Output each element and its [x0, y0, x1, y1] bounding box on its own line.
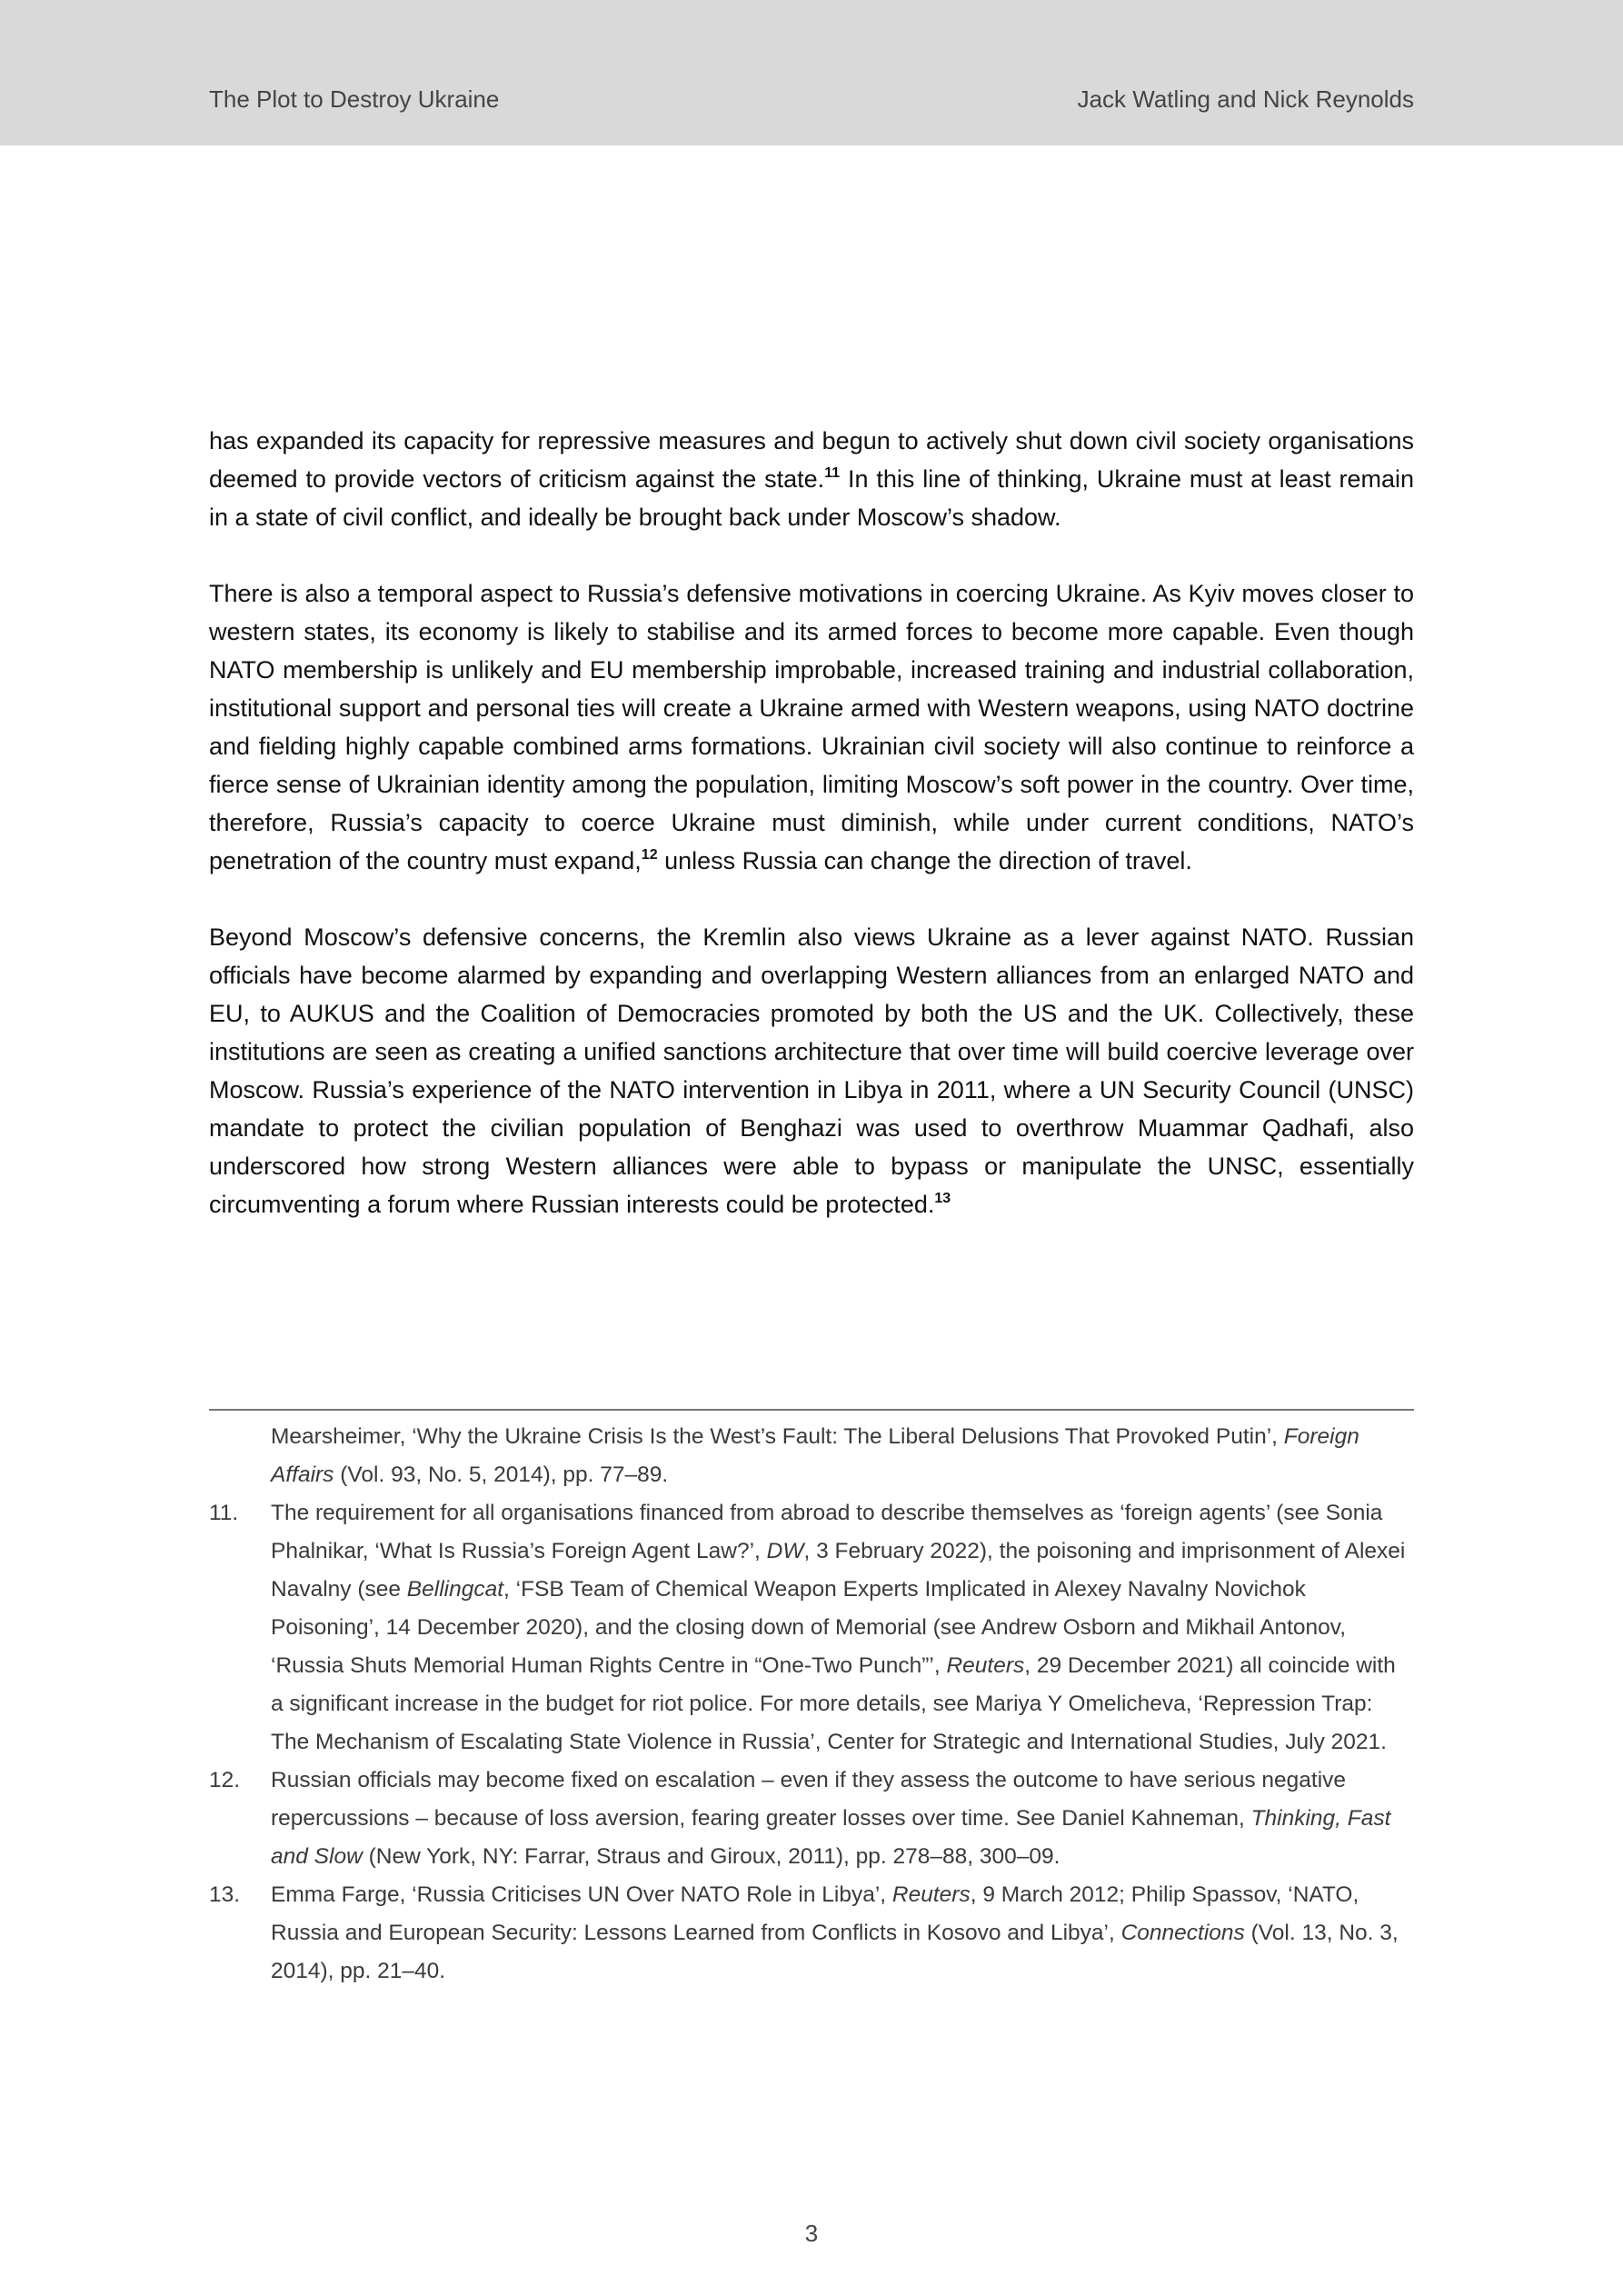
footnote-italic: Bellingcat	[406, 1577, 504, 1602]
footnote-text: (Vol. 13, No. 3, 2014), pp. 21–40.	[271, 1921, 1399, 1983]
page-number: 3	[804, 2220, 819, 2247]
header-document-title: The Plot to Destroy Ukraine	[209, 85, 500, 113]
footnotes	[209, 1418, 1414, 1991]
footnote-11	[209, 1494, 1414, 1762]
header-authors: Jack Watling and Nick Reynolds	[1077, 85, 1414, 113]
footnote-italic: Thinking, Fast and Slow	[271, 1806, 1391, 1869]
footnote-text: The requirement for all organisations financed from abroad to describe themselves as ‘foreign agents’ (see Sonia Phalnikar, ‘What Is Russia’s Foreign Agent Law?’,	[271, 1501, 1383, 1563]
footnote-italic: Connections	[1120, 1921, 1245, 1945]
footnote-number: 13.	[209, 1882, 241, 1907]
paragraph-1	[209, 422, 1414, 536]
footnote-text: (New York, NY: Farrar, Straus and Giroux, 2011), pp. 278–88, 300–09.	[362, 1844, 1060, 1869]
main-text	[209, 422, 1414, 1262]
footnote-13	[209, 1876, 1414, 1991]
footnote-text: (Vol. 93, No. 5, 2014), pp. 77–89.	[334, 1462, 669, 1487]
footnote-ref-11[interactable]: 11	[824, 465, 841, 481]
footnote-italic: Reuters	[946, 1653, 1025, 1678]
footnote-italic: Foreign Affairs	[271, 1424, 1359, 1487]
paragraph-text: Beyond Moscow’s defensive concerns, the Kremlin also views Ukraine as a lever against NATO. Russian officials have become alarmed by expanding and overlapping Western alliances from an enlarged NATO and EU, to AUKUS and the Coalition of Democracies promoted by both the US and the UK. Collectively, these institutions are seen as creating a unified sanctions architecture that over time will build coercive leverage over Moscow. Russia’s experience of the NATO intervention in Libya in 2011, where a UN Security Council (UNSC) mandate to protect the civilian population of Benghazi was used to overthrow Muammar Qadhafi, also underscored how strong Western alliances were able to bypass or manipulate the UNSC, essentially circumventing a forum where Russian interests could be protected.	[209, 923, 1414, 1218]
footnote-10-continuation	[209, 1418, 1414, 1494]
footnote-number: 11.	[209, 1501, 239, 1525]
footnote-separator	[209, 1409, 1414, 1411]
footnote-number: 12.	[209, 1768, 241, 1792]
paragraph-2	[209, 574, 1414, 880]
footnote-text: , ‘FSB Team of Chemical Weapon Experts Implicated in Alexey Navalny Novichok Poisoning’, 14 December 2020), and the closing down of Memorial (see Andrew Osborn and Mikhail Antonov, ‘Russia Shuts Memorial Human Rights Centre in “One-Two Punch”’,	[271, 1577, 1347, 1678]
footnote-text: Mearsheimer, ‘Why the Ukraine Crisis Is the West’s Fault: The Liberal Delusions That Provoked Putin’,	[271, 1424, 1284, 1449]
footnote-text: , 29 December 2021) all coincide with a significant increase in the budget for riot police. For more details, see Mariya Y Omelicheva, ‘Repression Trap: The Mechanism of Escalating State Violence in Russia’, Center for Strategic and International Studies, July 2021.	[271, 1653, 1396, 1754]
footnote-text: Emma Farge, ‘Russia Criticises UN Over NATO Role in Libya’,	[271, 1882, 892, 1907]
footnote-text: , 9 March 2012; Philip Spassov, ‘NATO, Russia and European Security: Lessons Learned from Conflicts in Kosovo and Libya’,	[271, 1882, 1359, 1945]
footnote-ref-13[interactable]: 13	[934, 1191, 951, 1206]
paragraph-text: unless Russia can change the direction of travel.	[657, 847, 1192, 874]
paragraph-text: has expanded its capacity for repressive measures and begun to actively shut down civil society organisations deemed to provide vectors of criticism against the state.	[209, 427, 1414, 493]
paragraph-text: There is also a temporal aspect to Russia’s defensive motivations in coercing Ukraine. As Kyiv moves closer to western states, its economy is likely to stabilise and its armed forces to become more capable. Even though NATO membership is unlikely and EU membership improbable, increased training and industrial collaboration, institutional support and personal ties will create a Ukraine armed with Western weapons, using NATO doctrine and fielding highly capable combined arms formations. Ukrainian civil society will also continue to reinforce a fierce sense of Ukrainian identity among the population, limiting Moscow’s soft power in the country. Over time, therefore, Russia’s capacity to coerce Ukraine must diminish, while under current conditions, NATO’s penetration of the country must expand,	[209, 580, 1414, 874]
running-header	[0, 0, 1623, 145]
footnote-text: Russian officials may become fixed on escalation – even if they assess the outcome to have serious negative repercussions – because of loss aversion, fearing greater losses over time. See Daniel Kahneman,	[271, 1768, 1347, 1831]
paragraph-text: In this line of thinking, Ukraine must at least remain in a state of civil conflict, and ideally be brought back under Moscow’s shadow.	[209, 465, 1414, 531]
footnote-italic: DW	[766, 1539, 804, 1563]
footnote-italic: Reuters	[891, 1882, 971, 1907]
paragraph-3	[209, 918, 1414, 1223]
footnote-ref-12[interactable]: 12	[641, 847, 658, 863]
footnote-text: , 3 February 2022), the poisoning and imprisonment of Alexei Navalny (see	[271, 1539, 1406, 1602]
footnote-12	[209, 1762, 1414, 1876]
